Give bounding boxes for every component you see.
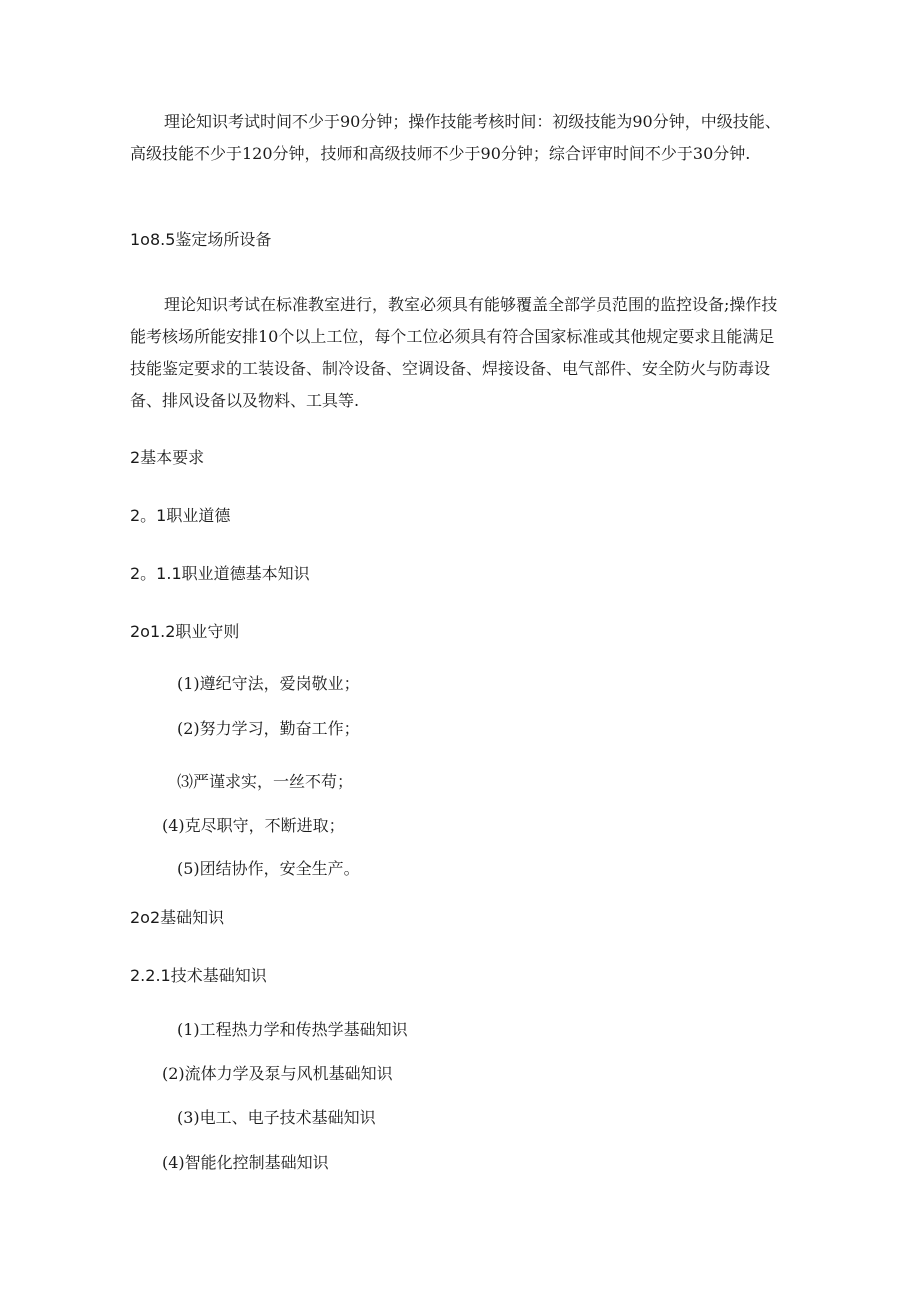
section-heading-2-1-1: 2。1.1职业道德基本知识 (130, 564, 310, 583)
tech-basics-item: (2)流体力学及泵与风机基础知识 (162, 1064, 393, 1083)
section-heading-2-1: 2。1职业道德 (130, 506, 231, 525)
conduct-item: (2)努力学习，勤奋工作； (177, 719, 360, 738)
exam-time-paragraph: 理论知识考试时间不少于90分钟；操作技能考核时间：初级技能为90分钟，中级技能、高级技能不少于120分钟，技师和高级技师不少于90分钟；综合评审时间不少于30分钟. (130, 112, 781, 163)
venue-equipment-paragraph: 理论知识考试在标准教室进行，教室必须具有能够覆盖全部学员范围的监控设备;操作技能考核场所能安排10个以上工位，每个工位必须具有符合国家标准或其他规定要求且能满足技能鉴定要求的工装设备、制冷设备、空调设备、焊接设备、电气部件、安全防火与防毒设备、排风设备以及物料、工具等. (130, 295, 778, 410)
tech-basics-item: (3)电工、电子技术基础知识 (177, 1108, 376, 1127)
section-heading-1085: 1o8.5鉴定场所设备 (130, 230, 272, 249)
tech-basics-item: (4)智能化控制基础知识 (162, 1153, 329, 1172)
conduct-item: (5)团结协作，安全生产。 (177, 859, 360, 878)
section-heading-2-1-2: 2o1.2职业守则 (130, 622, 240, 641)
section-heading-2-2-1: 2.2.1技术基础知识 (130, 966, 267, 985)
section-heading-2: 2基本要求 (130, 448, 205, 467)
conduct-item: (1)遵纪守法，爱岗敬业； (177, 674, 360, 693)
conduct-item: ⑶严谨求实，一丝不苟； (177, 772, 354, 791)
section-heading-2-2: 2o2基础知识 (130, 908, 225, 927)
tech-basics-item: (1)工程热力学和传热学基础知识 (177, 1020, 408, 1039)
conduct-item: (4)克尽职守，不断进取； (162, 816, 345, 835)
